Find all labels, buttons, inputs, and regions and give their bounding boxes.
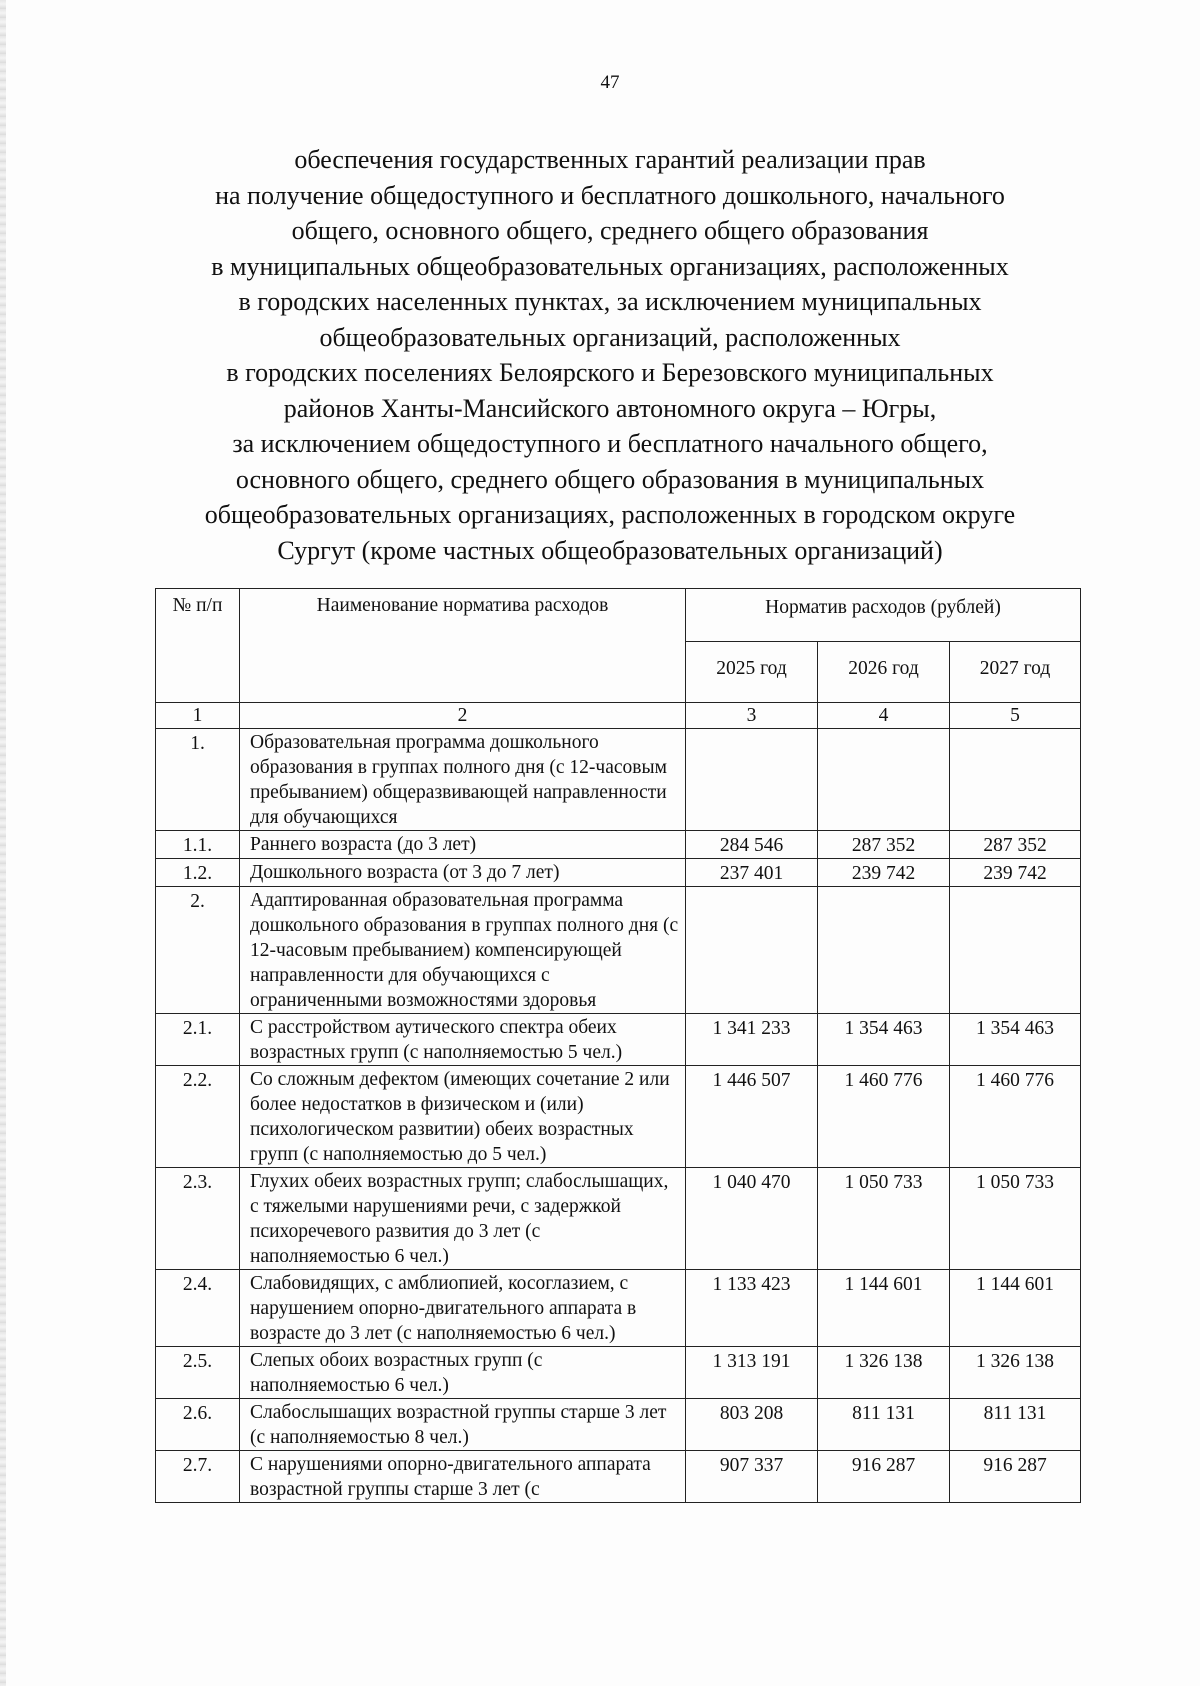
table-row — [156, 729, 1081, 831]
row-num: 1.2. — [156, 859, 240, 887]
table-row — [156, 1066, 1081, 1168]
value-2025: 1 040 470 — [686, 1168, 818, 1270]
row-name: С расстройством аутического спектра обеих возрастных групп (с наполняемостью 5 чел.) — [240, 1014, 686, 1066]
value-2026: 1 144 601 — [818, 1270, 950, 1347]
value-2027: 1 460 776 — [950, 1066, 1081, 1168]
header-num: № п/п — [156, 589, 240, 703]
header-year-2025: 2025 год — [686, 642, 818, 703]
row-name: Со сложным дефектом (имеющих сочетание 2 или более недостатков в физическом и (или) психологическом развитии) обеих возрастных групп (с наполняемостью до 5 чел.) — [240, 1066, 686, 1168]
title-line: в городских поселениях Белоярского и Березовского муниципальных — [226, 358, 994, 387]
value-2025: 907 337 — [686, 1451, 818, 1503]
table-row — [156, 1451, 1081, 1503]
row-num: 1. — [156, 729, 240, 831]
title-line: в городских населенных пунктах, за исключением муниципальных — [238, 287, 982, 316]
value-2026 — [818, 729, 950, 831]
scan-edge — [0, 0, 6, 1686]
table-row — [156, 859, 1081, 887]
row-num: 2.3. — [156, 1168, 240, 1270]
column-index: 1 — [156, 703, 240, 729]
table-row — [156, 1347, 1081, 1399]
value-2027 — [950, 729, 1081, 831]
value-2026: 1 326 138 — [818, 1347, 950, 1399]
header-norm-group: Норматив расходов (рублей) — [686, 589, 1081, 642]
column-index: 3 — [686, 703, 818, 729]
row-name: Слабовидящих, с амблиопией, косоглазием, с нарушением опорно-двигательного аппарата в возрасте до 3 лет (с наполняемостью 6 чел.) — [240, 1270, 686, 1347]
row-name: Дошкольного возраста (от 3 до 7 лет) — [240, 859, 686, 887]
value-2026: 1 050 733 — [818, 1168, 950, 1270]
row-name: Адаптированная образовательная программа дошкольного образования в группах полного дня (с 12-часовым пребыванием) компенсирующей направленности для обучающихся с ограниченными возможностями здоровья — [240, 887, 686, 1014]
header-year-2026: 2026 год — [818, 642, 950, 703]
value-2025: 1 133 423 — [686, 1270, 818, 1347]
title-line: обеспечения государственных гарантий реализации прав — [294, 145, 926, 174]
value-2027: 1 326 138 — [950, 1347, 1081, 1399]
title-line: основного общего, среднего общего образования в муниципальных — [235, 464, 985, 494]
column-index: 4 — [818, 703, 950, 729]
value-2027: 287 352 — [950, 831, 1081, 859]
value-2025: 284 546 — [686, 831, 818, 859]
value-2027: 1 144 601 — [950, 1270, 1081, 1347]
value-2025: 1 313 191 — [686, 1347, 818, 1399]
value-2025: 1 341 233 — [686, 1014, 818, 1066]
value-2026: 916 287 — [818, 1451, 950, 1503]
page-number: 47 — [600, 72, 620, 93]
row-num: 2.4. — [156, 1270, 240, 1347]
row-name: С нарушениями опорно-двигательного аппарата возрастной группы старше 3 лет (с — [240, 1451, 686, 1503]
row-name: Образовательная программа дошкольного образования в группах полного дня (с 12-часовым пребыванием) общеразвивающей направленности для обучающихся — [240, 729, 686, 831]
value-2026: 1 354 463 — [818, 1014, 950, 1066]
value-2027: 916 287 — [950, 1451, 1081, 1503]
norms-table — [155, 588, 1081, 1503]
row-num: 2. — [156, 887, 240, 1014]
value-2025 — [686, 729, 818, 831]
row-num: 2.1. — [156, 1014, 240, 1066]
value-2026: 811 131 — [818, 1399, 950, 1451]
document-title — [150, 142, 1070, 568]
table-row — [156, 1168, 1081, 1270]
title-line: за исключением общедоступного и бесплатного начального общего, — [232, 429, 988, 458]
value-2027: 811 131 — [950, 1399, 1081, 1451]
column-index: 2 — [240, 703, 686, 729]
value-2027: 1 354 463 — [950, 1014, 1081, 1066]
row-name: Раннего возраста (до 3 лет) — [240, 831, 686, 859]
value-2027: 1 050 733 — [950, 1168, 1081, 1270]
title-line: на получение общедоступного и бесплатного дошкольного, начального — [215, 180, 1005, 210]
table-row — [156, 1399, 1081, 1451]
value-2027 — [950, 887, 1081, 1014]
title-line: общеобразовательных организациях, расположенных в городском округе — [204, 500, 1016, 529]
value-2025 — [686, 887, 818, 1014]
value-2025: 803 208 — [686, 1399, 818, 1451]
header-year-2027: 2027 год — [950, 642, 1081, 703]
row-num: 2.5. — [156, 1347, 240, 1399]
value-2025: 237 401 — [686, 859, 818, 887]
row-num: 1.1. — [156, 831, 240, 859]
row-num: 2.6. — [156, 1399, 240, 1451]
column-index-row — [156, 703, 1081, 729]
row-name: Слабослышащих возрастной группы старше 3 лет (с наполняемостью 8 чел.) — [240, 1399, 686, 1451]
value-2027: 239 742 — [950, 859, 1081, 887]
column-index: 5 — [950, 703, 1081, 729]
title-line: районов Ханты-Мансийского автономного округа – Югры, — [283, 393, 937, 423]
row-num: 2.2. — [156, 1066, 240, 1168]
value-2025: 1 446 507 — [686, 1066, 818, 1168]
table-row — [156, 1270, 1081, 1347]
row-name: Слепых обоих возрастных групп (с наполняемостью 6 чел.) — [240, 1347, 686, 1399]
title-line: общеобразовательных организаций, расположенных — [319, 322, 901, 352]
value-2026: 287 352 — [818, 831, 950, 859]
value-2026 — [818, 887, 950, 1014]
table-row — [156, 1014, 1081, 1066]
title-line: Сургут (кроме частных общеобразовательных организаций) — [277, 535, 943, 565]
row-name: Глухих обеих возрастных групп; слабослышащих, с тяжелыми нарушениями речи, с задержкой психоречевого развития до 3 лет (с наполняемостью 6 чел.) — [240, 1168, 686, 1270]
table-row — [156, 887, 1081, 1014]
value-2026: 239 742 — [818, 859, 950, 887]
table-row — [156, 831, 1081, 859]
header-name: Наименование норматива расходов — [240, 589, 686, 703]
row-num: 2.7. — [156, 1451, 240, 1503]
value-2026: 1 460 776 — [818, 1066, 950, 1168]
title-line: в муниципальных общеобразовательных организациях, расположенных — [211, 251, 1009, 281]
title-line: общего, основного общего, среднего общего образования — [291, 216, 929, 245]
